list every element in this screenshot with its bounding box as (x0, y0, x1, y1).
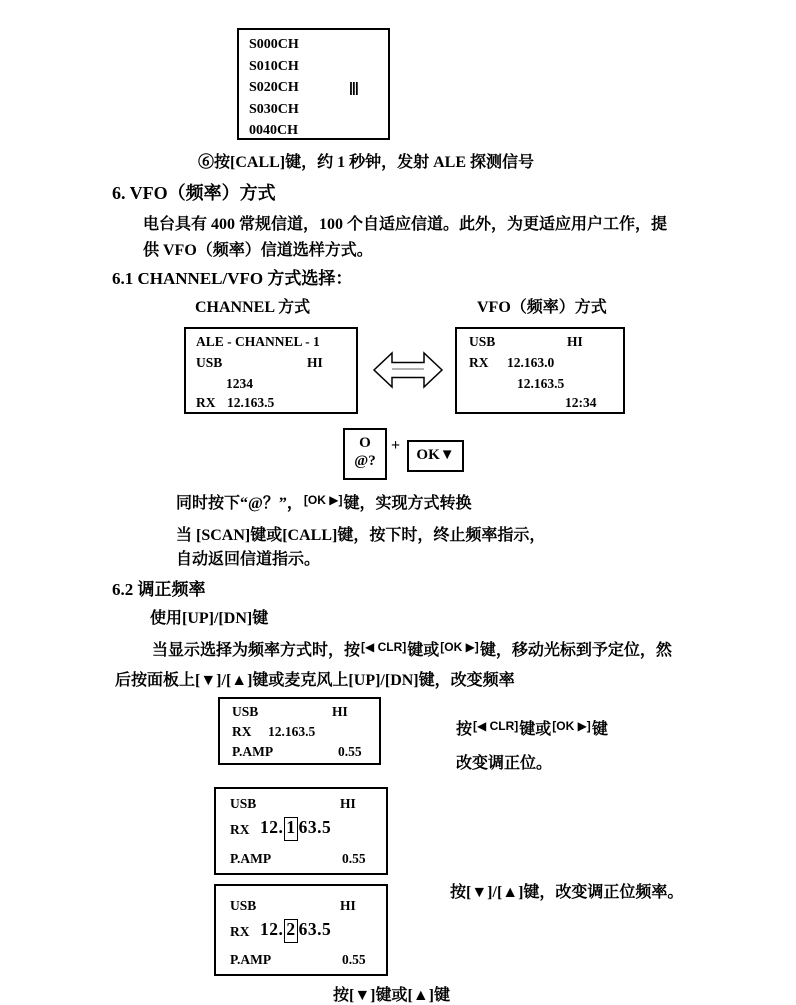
adjust-line-1 (152, 637, 672, 660)
channel-list-row (249, 34, 388, 56)
channel-name: S000CH (249, 37, 299, 52)
double-arrow-icon (371, 346, 445, 394)
at-key-box (343, 428, 387, 480)
screen-row (517, 376, 564, 392)
channel-list-row (249, 99, 388, 121)
mode-value: USB (230, 796, 257, 811)
alt-frequency: 12.163.5 (517, 376, 565, 391)
screen-row (226, 376, 253, 392)
power-value: HI (340, 898, 356, 913)
vfo-mode-screen (455, 327, 625, 414)
section-6-1-heading: 6.1 CHANNEL/VFO 方式选择： (112, 269, 353, 288)
channel-name: S010CH (249, 58, 299, 74)
step-instruction: ⑥按[CALL]键，约 1 秒钟，发射 ALE 探测信号 (198, 154, 535, 171)
selection-marker: ||| (349, 79, 358, 95)
ok-key-inline: [OK ▶] (440, 640, 479, 654)
freq-pre: 12. (260, 919, 284, 939)
convert-line-post: 键，实现方式转换 (343, 495, 472, 512)
section-6-paragraph-line2: 供 VFO（频率）信道选样方式。 (143, 242, 373, 259)
ale-channel-text: ALE - CHANNEL - 1 (196, 334, 320, 349)
vfo-mode-label: VFO（频率）方式 (477, 299, 607, 316)
section-6-2-heading: 6.2 调正频率 (112, 580, 206, 599)
scan-line-2: 自动返回信道指示。 (176, 551, 321, 568)
freq-pre: 12. (260, 817, 284, 837)
pamp-label: P.AMP (230, 851, 272, 866)
caption-a-post: 键 (591, 721, 608, 738)
rx-label: RX (230, 822, 250, 837)
clr-key-inline: [◀ CLR] (473, 719, 519, 733)
power-value: HI (307, 355, 323, 370)
pamp-value: 0.55 (342, 851, 366, 866)
caption-a-line-1 (456, 716, 608, 739)
rx-label: RX (196, 395, 216, 410)
mode-value: USB (469, 334, 496, 349)
caption-a-pre: 按 (456, 721, 473, 738)
adjust-line-2: 后按面板上[▼]/[▲]键或麦克风上[UP]/[DN]键，改变频率 (115, 672, 515, 689)
ok-key-label: OK▼ (416, 447, 455, 463)
cursor-digit: 1 (284, 817, 297, 841)
rx-frequency: 12.163.0 (507, 355, 555, 370)
channel-list-row (249, 120, 388, 142)
adjust-line-1-pre: 当显示选择为频率方式时，按 (152, 642, 361, 659)
caption-a-mid: 键或 (519, 721, 552, 738)
swap-arrow (371, 346, 445, 399)
channel-mode-label: CHANNEL 方式 (195, 299, 311, 316)
use-keys-line: 使用[UP]/[DN]键 (150, 610, 269, 627)
mode-value: USB (232, 704, 259, 719)
adjust-line-1-mid: 键或 (407, 642, 440, 659)
pamp-value: 0.55 (338, 744, 362, 759)
rx-frequency-with-cursor (260, 919, 331, 943)
caption-b: 按[▼]/[▲]键，改变调正位频率。 (450, 884, 684, 901)
channel-mode-screen (184, 327, 358, 414)
rx-label: RX (469, 355, 489, 370)
freq-screen-a (218, 697, 381, 765)
channel-list-screen (237, 28, 390, 140)
caption-a-line-2: 改变调正位。 (456, 755, 553, 772)
mode-value: USB (196, 355, 223, 370)
channel-name: S030CH (249, 101, 299, 117)
rx-frequency: 12.163.5 (227, 395, 275, 410)
freq-post: 63.5 (298, 817, 332, 837)
at-key-bottom: @? (354, 453, 376, 469)
scan-line-1: 当 [SCAN]键或[CALL]键，按下时，终止频率指示， (176, 527, 546, 544)
channel-name: 0040CH (249, 123, 298, 138)
footer-partial-line: 按[▼]键或[▲]键 (333, 987, 450, 1004)
channel-list-row (249, 77, 388, 99)
power-value: HI (332, 704, 348, 719)
adjust-line-1-post: 键，移动光标到予定位，然 (479, 642, 672, 659)
code-value: 1234 (226, 376, 253, 391)
channel-name: S020CH (249, 80, 299, 95)
pamp-label: P.AMP (232, 744, 274, 759)
freq-screen-c (214, 884, 388, 976)
screen-row (196, 334, 320, 350)
power-value: HI (340, 796, 356, 811)
ok-key-inline: [OK ▶] (552, 719, 591, 733)
clr-key-inline: [◀ CLR] (361, 640, 407, 654)
mode-value: USB (230, 898, 257, 913)
ok-key-box (407, 440, 464, 472)
screen-row (565, 395, 597, 411)
cursor-digit: 2 (284, 919, 297, 943)
rx-frequency: 12.163.5 (268, 724, 316, 739)
power-value: HI (567, 334, 583, 349)
pamp-value: 0.55 (342, 952, 366, 967)
clock-value: 12:34 (565, 395, 597, 410)
convert-line-pre: 同时按下“@？”， (176, 495, 303, 512)
section-6-heading: 6. VFO（频率）方式 (112, 183, 276, 203)
pamp-label: P.AMP (230, 952, 272, 967)
channel-list-row (249, 56, 388, 78)
section-6-paragraph-line1: 电台具有 400 常规信道，100 个自适应信道。此外，为更适应用户工作，提 (143, 216, 668, 233)
ok-key-inline: [OK ▶] (303, 493, 343, 507)
freq-post: 63.5 (298, 919, 332, 939)
plus-sign: + (391, 437, 401, 454)
rx-frequency-with-cursor (260, 817, 331, 841)
convert-line (176, 490, 471, 513)
rx-label: RX (232, 724, 252, 739)
rx-label: RX (230, 924, 250, 939)
freq-screen-b (214, 787, 388, 875)
at-key-top: O (359, 435, 371, 451)
